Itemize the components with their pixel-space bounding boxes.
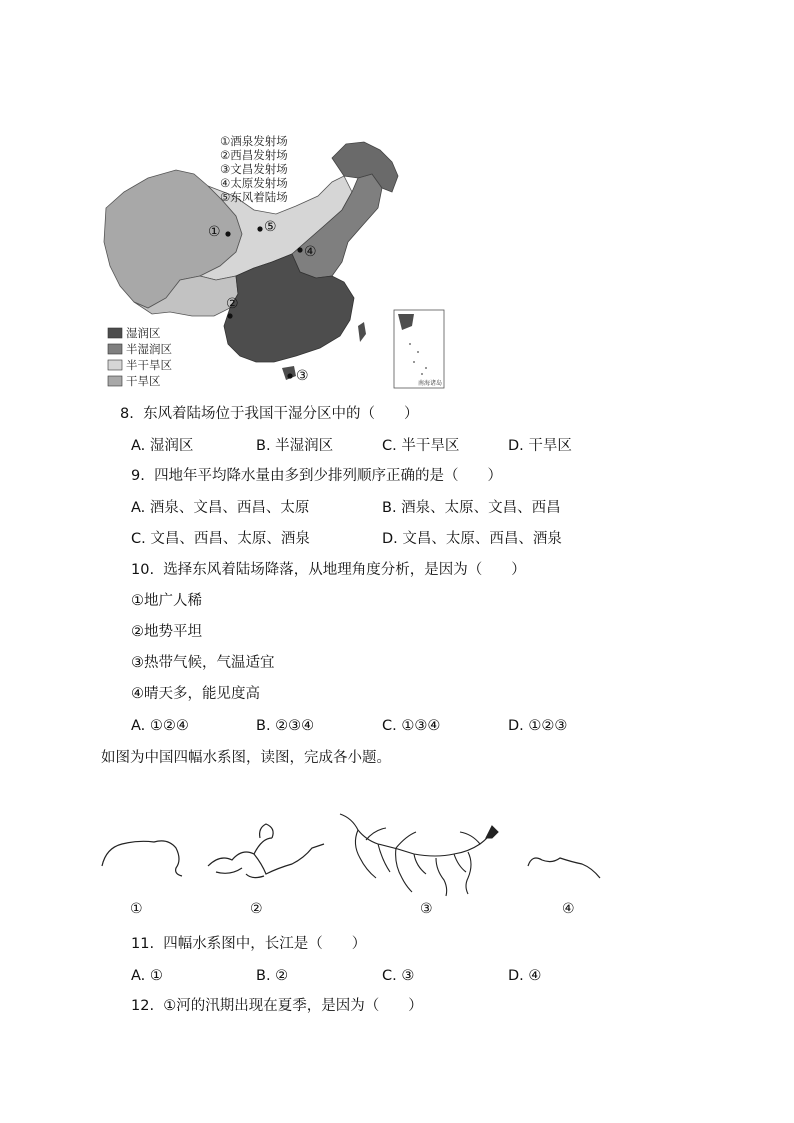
river-label-2: ② xyxy=(250,901,263,917)
zone-legend-label: 半干旱区 xyxy=(126,358,172,372)
site-legend xyxy=(220,134,288,204)
question-11 xyxy=(131,934,366,954)
site-marker-2: ② xyxy=(226,296,239,312)
site-dot-2 xyxy=(227,313,232,318)
option-a[interactable]: A. ① xyxy=(131,968,163,984)
site-dot-3 xyxy=(287,373,292,378)
question-10 xyxy=(131,560,526,580)
question-number: 12. xyxy=(131,998,155,1014)
river-label-4: ④ xyxy=(562,901,575,917)
question-9 xyxy=(131,466,502,486)
statement-item: ①地广人稀 xyxy=(131,593,202,609)
question-8 xyxy=(120,404,419,424)
statement-item: ②地势平坦 xyxy=(131,624,202,640)
statement-item: ③热带气候，气温适宜 xyxy=(131,655,275,671)
question-number: 11. xyxy=(131,936,155,952)
zone-legend-swatch xyxy=(108,360,122,370)
question-stem: 选择东风着陆场降落，从地理角度分析，是因为（ ） xyxy=(163,562,526,578)
option-b[interactable]: B. ②③④ xyxy=(256,718,315,734)
question-stem: 东风着陆场位于我国干湿分区中的（ ） xyxy=(143,406,419,422)
south-china-sea-inset xyxy=(394,310,444,388)
river-systems-figure xyxy=(96,808,616,920)
zone-legend-swatch xyxy=(108,328,122,338)
site-legend-item: ②西昌发射场 xyxy=(220,148,288,162)
china-dry-wet-zone-map xyxy=(96,130,456,392)
option-d[interactable]: D. 干旱区 xyxy=(508,438,572,454)
option-c[interactable]: C. ③ xyxy=(382,968,415,984)
option-d[interactable]: D. ①②③ xyxy=(508,718,568,734)
site-marker-1: ① xyxy=(208,224,221,240)
site-dot-4 xyxy=(297,247,302,252)
zone-legend-label: 湿润区 xyxy=(126,326,161,340)
option-d[interactable]: D. 文昌、太原、西昌、酒泉 xyxy=(382,531,562,547)
site-dot-5 xyxy=(257,226,262,231)
site-dot-1 xyxy=(225,231,230,236)
river-system-3 xyxy=(340,814,498,896)
option-b[interactable]: B. 酒泉、太原、文昌、西昌 xyxy=(382,500,561,516)
question-number: 10. xyxy=(131,562,155,578)
option-a[interactable]: A. 湿润区 xyxy=(131,438,194,454)
question-number: 9. xyxy=(131,468,145,484)
river-system-2 xyxy=(208,824,324,878)
section-intro: 如图为中国四幅水系图，读图，完成各小题。 xyxy=(101,750,391,766)
zone-legend-swatch xyxy=(108,376,122,386)
statement-item: ④晴天多，能见度高 xyxy=(131,686,260,702)
question-stem: 四幅水系图中，长江是（ ） xyxy=(163,936,367,952)
site-legend-item: ⑤东风着陆场 xyxy=(220,190,288,204)
site-marker-5: ⑤ xyxy=(264,219,277,235)
zone-legend-swatch xyxy=(108,344,122,354)
river-system-1 xyxy=(102,841,182,876)
option-b[interactable]: B. 半湿润区 xyxy=(256,438,334,454)
option-b[interactable]: B. ② xyxy=(256,968,289,984)
site-legend-item: ④太原发射场 xyxy=(220,176,288,190)
river-label-3: ③ xyxy=(420,901,433,917)
site-legend-item: ①酒泉发射场 xyxy=(220,134,288,148)
option-a[interactable]: A. ①②④ xyxy=(131,718,189,734)
question-stem: ①河的汛期出现在夏季，是因为（ ） xyxy=(163,998,423,1014)
map-taiwan xyxy=(358,322,366,342)
site-legend-item: ③文昌发射场 xyxy=(220,162,288,176)
river-label-1: ① xyxy=(130,901,143,917)
site-marker-3: ③ xyxy=(296,368,309,384)
option-c[interactable]: C. 文昌、西昌、太原、酒泉 xyxy=(131,531,310,547)
river-system-4 xyxy=(528,858,600,878)
option-d[interactable]: D. ④ xyxy=(508,968,542,984)
zone-legend xyxy=(108,326,172,388)
option-a[interactable]: A. 酒泉、文昌、西昌、太原 xyxy=(131,500,310,516)
question-number: 8. xyxy=(120,406,134,422)
inset-label: 南海诸岛 xyxy=(418,380,443,387)
option-c[interactable]: C. 半干旱区 xyxy=(382,438,460,454)
option-c[interactable]: C. ①③④ xyxy=(382,718,441,734)
question-12 xyxy=(131,996,423,1016)
zone-legend-label: 干旱区 xyxy=(126,374,161,388)
question-stem: 四地年平均降水量由多到少排列顺序正确的是（ ） xyxy=(154,468,503,484)
site-marker-4: ④ xyxy=(304,244,317,260)
zone-legend-label: 半湿润区 xyxy=(126,342,172,356)
